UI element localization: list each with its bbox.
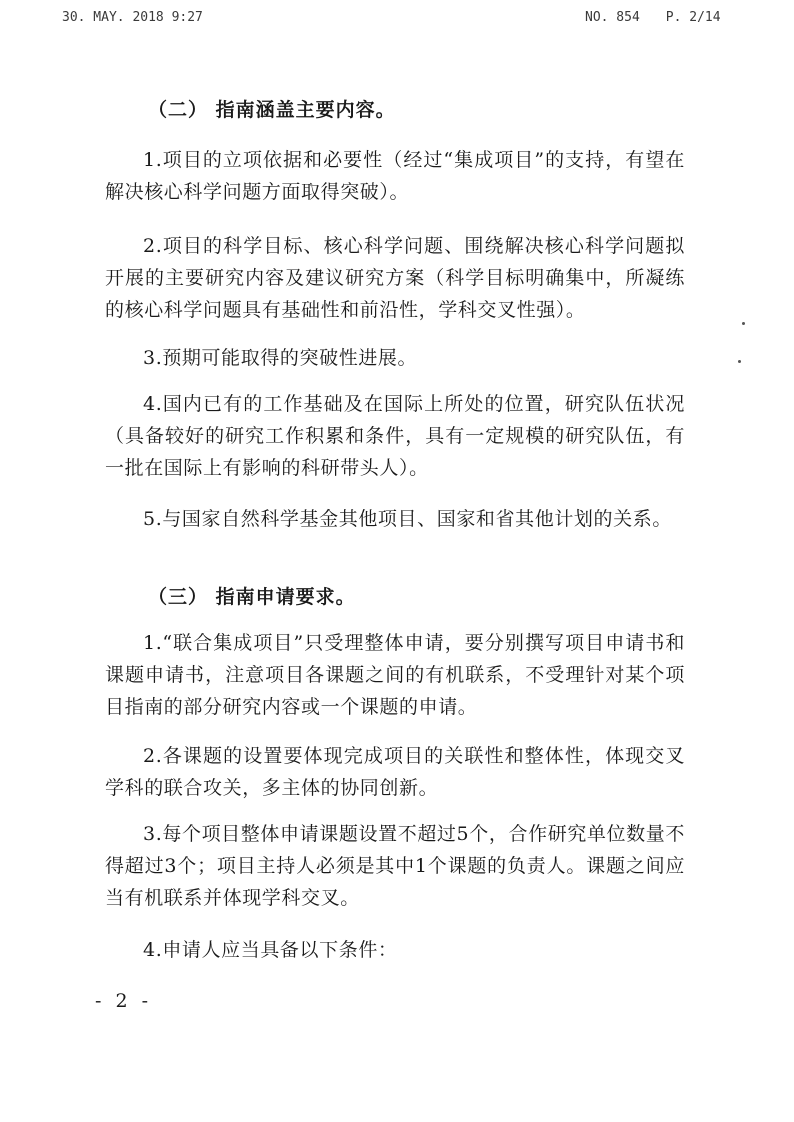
fax-header (0, 10, 794, 32)
fax-number-page (585, 10, 747, 25)
scan-speck (742, 322, 745, 325)
section-3-item-4: 4.申请人应当具备以下条件： (143, 939, 398, 961)
section-2-item-5: 5.与国家自然科学基金其他项目、国家和省其他计划的关系。 (143, 508, 672, 530)
fax-page: P. 2/14 (665, 10, 721, 25)
fax-number: NO. 854 (585, 10, 640, 25)
fax-datetime: 30. MAY. 2018 9:27 (62, 10, 203, 25)
section-2-item-3: 3.预期可能取得的突破性进展。 (143, 347, 418, 369)
section-2-heading: （二） 指南涵盖主要内容。 (148, 99, 396, 121)
page-number: - 2 - (95, 990, 153, 1012)
section-3-heading: （三） 指南申请要求。 (148, 586, 356, 608)
section-3-item-2: 2.各课题的设置要体现完成项目的关联性和整体性，体现交叉学科的联合攻关，多主体的协同创新。 (105, 745, 685, 799)
section-3-item-3: 3.每个项目整体申请课题设置不超过5个，合作研究单位数量不得超过3个；项目主持人必须是其中1个课题的负责人。课题之间应当有机联系并体现学科交叉。 (105, 823, 685, 909)
section-2-item-2: 2.项目的科学目标、核心科学问题、围绕解决核心科学问题拟开展的主要研究内容及建议研究方案（科学目标明确集中，所凝练的核心科学问题具有基础性和前沿性，学科交叉性强）。 (105, 235, 685, 321)
scan-speck (738, 360, 741, 363)
section-3-item-1: 1.“联合集成项目”只受理整体申请，要分别撰写项目申请书和课题申请书，注意项目各课题之间的有机联系，不受理针对某个项目指南的部分研究内容或一个课题的申请。 (105, 632, 685, 718)
section-2-item-4: 4.国内已有的工作基础及在国际上所处的位置，研究队伍状况（具备较好的研究工作积累和条件，具有一定规模的研究队伍，有一批在国际上有影响的科研带头人）。 (105, 393, 685, 479)
section-2-item-1: 1.项目的立项依据和必要性（经过“集成项目”的支持，有望在解决核心科学问题方面取得突破）。 (105, 149, 685, 203)
